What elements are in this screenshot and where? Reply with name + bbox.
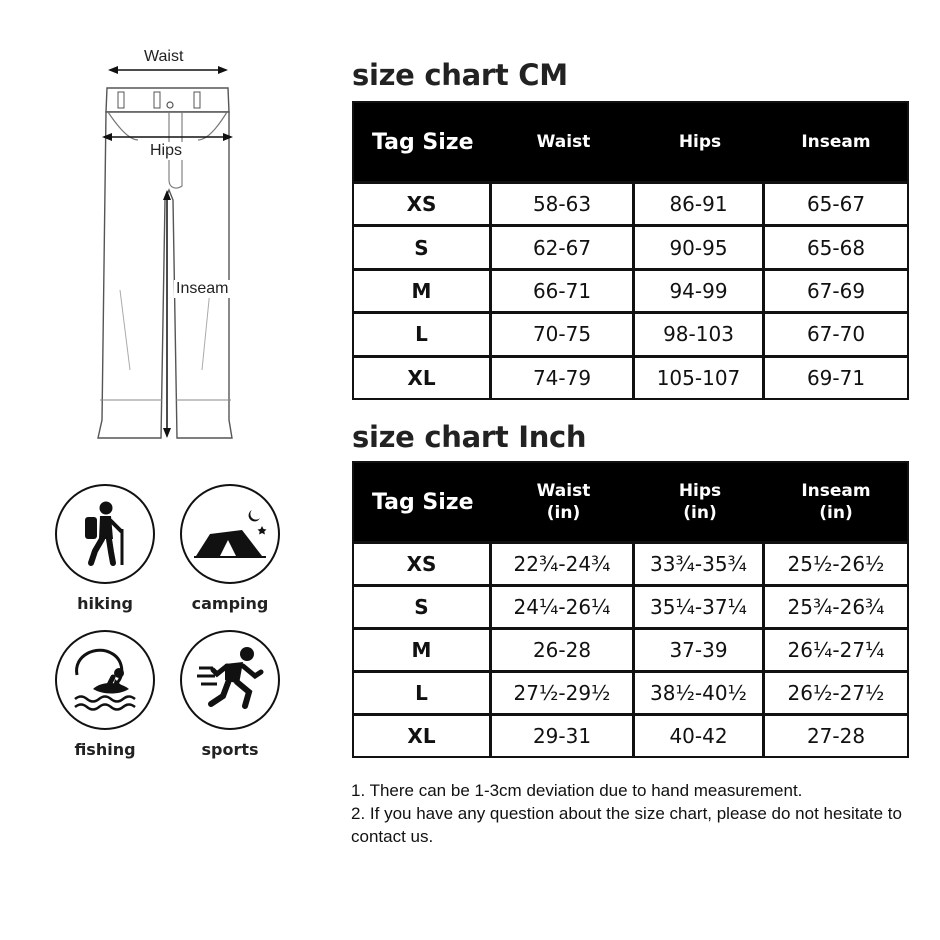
cm-waist-cell: 66-71 — [492, 268, 635, 311]
inch-size-cell: S — [354, 584, 492, 627]
cm-hips-cell: 98-103 — [635, 311, 765, 354]
inch-header-waist-unit: (in) — [546, 503, 581, 523]
inch-header-waist-label: Waist — [536, 481, 591, 501]
cm-header-row — [354, 103, 907, 181]
tent-icon — [190, 504, 270, 564]
table-row — [354, 713, 907, 756]
cm-header-tag-size: Tag Size — [354, 103, 492, 181]
activity-sports — [180, 630, 280, 759]
cm-inseam-cell: 65-68 — [765, 224, 907, 267]
inch-hips-cell: 35¼-37¼ — [635, 584, 765, 627]
hips-measure-label: Hips — [150, 142, 183, 159]
cm-size-cell: XS — [354, 181, 492, 224]
inch-size-cell: L — [354, 670, 492, 713]
inch-hips-cell: 33¾-35¾ — [635, 541, 765, 584]
note-line-2: 2. If you have any question about the size chart, please do not hesitate to contact us. — [351, 804, 902, 846]
activity-camping — [180, 484, 280, 613]
inch-header-inseam-unit: (in) — [819, 503, 853, 523]
note-line-1: 1. There can be 1-3cm deviation due to hand measurement. — [351, 781, 803, 800]
inch-hips-cell: 40-42 — [635, 713, 765, 756]
table-row — [354, 670, 907, 713]
inch-inseam-cell: 25¾-26¾ — [765, 584, 907, 627]
inch-header-hips-label: Hips — [678, 481, 722, 501]
hiking-label: hiking — [77, 594, 133, 613]
inch-waist-cell: 26-28 — [492, 627, 635, 670]
inch-header-hips — [635, 463, 765, 541]
cm-size-cell: L — [354, 311, 492, 354]
cm-inseam-cell: 69-71 — [765, 355, 907, 398]
activity-hiking — [55, 484, 155, 613]
table-row — [354, 584, 907, 627]
inch-inseam-cell: 26¼-27¼ — [765, 627, 907, 670]
inch-header-inseam-label: Inseam — [801, 481, 871, 501]
pants-outline-illustration — [90, 40, 250, 460]
inch-waist-cell: 24¼-26¼ — [492, 584, 635, 627]
camping-label: camping — [191, 594, 269, 613]
inch-hips-cell: 37-39 — [635, 627, 765, 670]
size-notes — [351, 779, 911, 848]
cm-hips-cell: 86-91 — [635, 181, 765, 224]
inch-inseam-cell: 26½-27½ — [765, 670, 907, 713]
cm-waist-cell: 62-67 — [492, 224, 635, 267]
sports-label: sports — [201, 740, 259, 759]
inch-header-inseam — [765, 463, 907, 541]
cm-hips-cell: 105-107 — [635, 355, 765, 398]
cm-hips-cell: 90-95 — [635, 224, 765, 267]
inch-size-table — [352, 461, 909, 758]
inseam-measure-label: Inseam — [176, 280, 229, 297]
inch-inseam-cell: 25½-26½ — [765, 541, 907, 584]
inch-header-waist — [492, 463, 635, 541]
waist-measure-label: Waist — [144, 48, 184, 65]
cm-size-cell: M — [354, 268, 492, 311]
cm-waist-cell: 70-75 — [492, 311, 635, 354]
inch-chart-title: size chart Inch — [352, 420, 587, 454]
hiker-icon — [75, 499, 135, 569]
inch-size-cell: XS — [354, 541, 492, 584]
table-row — [354, 224, 907, 267]
cm-chart-title: size chart CM — [352, 58, 568, 92]
table-row — [354, 355, 907, 398]
inch-inseam-cell: 27-28 — [765, 713, 907, 756]
cm-hips-cell: 94-99 — [635, 268, 765, 311]
inch-waist-cell: 29-31 — [492, 713, 635, 756]
cm-header-inseam: Inseam — [765, 103, 907, 181]
table-row — [354, 268, 907, 311]
inch-header-hips-unit: (in) — [683, 503, 717, 523]
fishing-icon — [67, 645, 143, 715]
cm-inseam-cell: 67-69 — [765, 268, 907, 311]
inch-size-cell: M — [354, 627, 492, 670]
inch-waist-cell: 22¾-24¾ — [492, 541, 635, 584]
inch-header-tag-size: Tag Size — [354, 463, 492, 541]
cm-size-cell: S — [354, 224, 492, 267]
pants-measurement-diagram — [90, 40, 250, 460]
cm-waist-cell: 58-63 — [492, 181, 635, 224]
cm-header-waist: Waist — [492, 103, 635, 181]
cm-inseam-cell: 65-67 — [765, 181, 907, 224]
cm-inseam-cell: 67-70 — [765, 311, 907, 354]
inch-waist-cell: 27½-29½ — [492, 670, 635, 713]
table-row — [354, 311, 907, 354]
inch-header-row — [354, 463, 907, 541]
cm-size-table — [352, 101, 909, 400]
table-row — [354, 181, 907, 224]
cm-header-hips: Hips — [635, 103, 765, 181]
runner-icon — [195, 644, 265, 716]
inch-hips-cell: 38½-40½ — [635, 670, 765, 713]
table-row — [354, 541, 907, 584]
inch-size-cell: XL — [354, 713, 492, 756]
fishing-label: fishing — [74, 740, 136, 759]
cm-waist-cell: 74-79 — [492, 355, 635, 398]
activity-fishing — [55, 630, 155, 759]
cm-size-cell: XL — [354, 355, 492, 398]
table-row — [354, 627, 907, 670]
